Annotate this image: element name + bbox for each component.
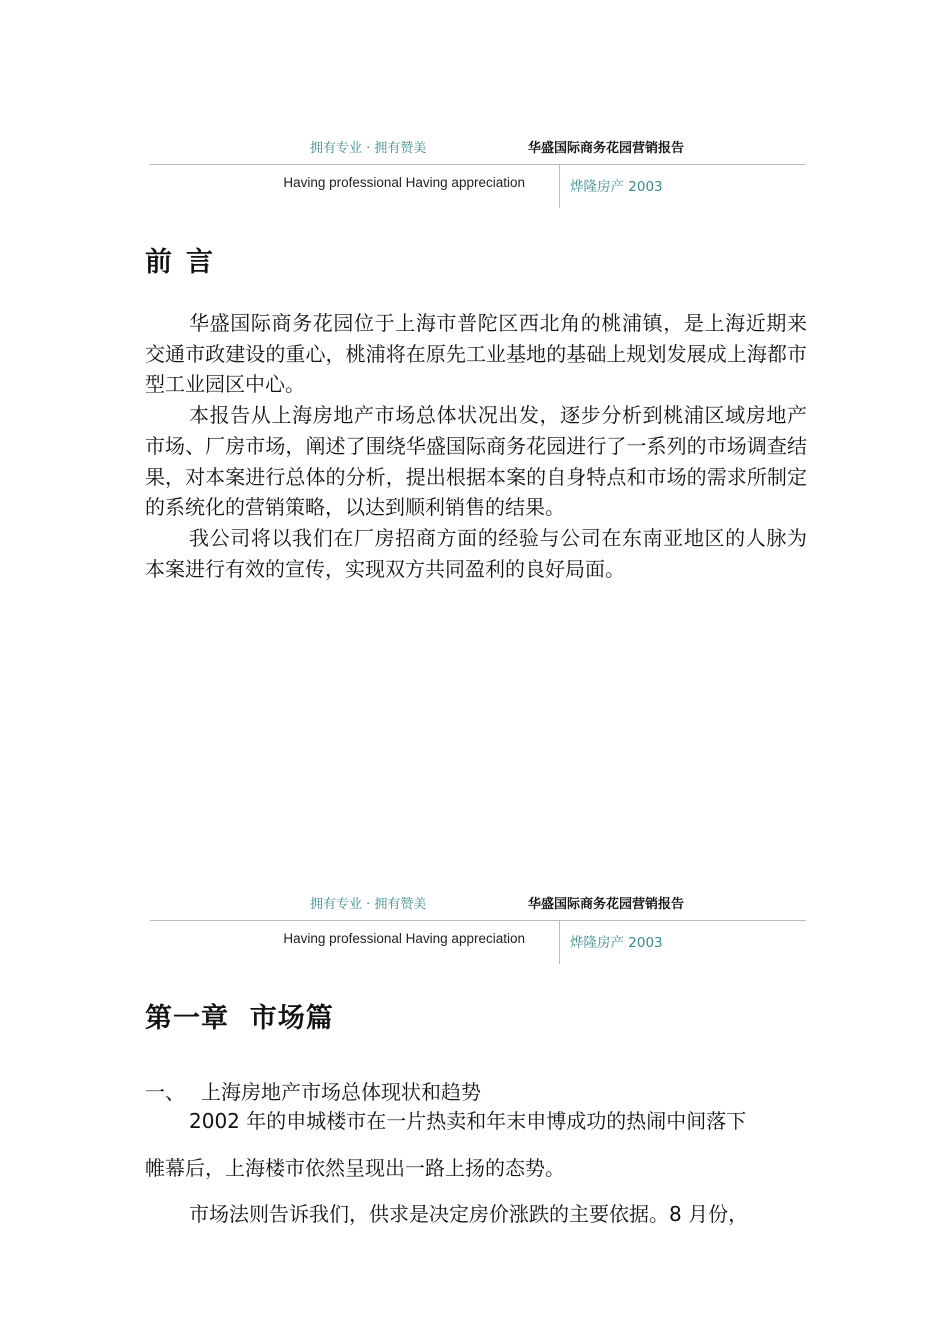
preface-paragraph-3: 我公司将以我们在厂房招商方面的经验与公司在东南亚地区的人脉为本案进行有效的宣传，实现双方共同盈利的良好局面。: [145, 525, 807, 581]
page-header-2: [150, 893, 806, 973]
section-number: 一、: [145, 1080, 185, 1104]
preface-paragraph-2: 本报告从上海房地产市场总体状况出发，逐步分析到桃浦区域房地产市场、厂房市场，阐述了围绕华盛国际商务花园进行了一系列的市场调查结果，对本案进行总体的分析，提出根据本案的自身特点和市场的需求所制定的系统化的营销策略，以达到顺利销售的结果。: [145, 403, 807, 520]
header-divider-vertical: [559, 920, 560, 964]
header-divider-vertical: [559, 164, 560, 208]
header-report-title: 华盛国际商务花园营销报告: [528, 897, 685, 912]
preface-body: [145, 308, 807, 584]
page-header-1: [150, 137, 806, 217]
preface-heading: 前言: [145, 247, 227, 278]
header-slogan: 拥有专业 · 拥有赞美: [310, 141, 427, 156]
header-slogan: 拥有专业 · 拥有赞美: [310, 897, 427, 912]
header-english-slogan: Having professional Having appreciation: [283, 175, 525, 190]
header-report-title: 华盛国际商务花园营销报告: [528, 141, 685, 156]
header-divider-horizontal: [150, 164, 806, 165]
section-heading: [145, 1076, 481, 1105]
header-company: 烨隆房产 2003: [570, 935, 663, 951]
header-divider-horizontal: [150, 920, 806, 921]
section-title: 上海房地产市场总体现状和趋势: [201, 1080, 481, 1104]
preface-paragraph-1: 华盛国际商务花园位于上海市普陀区西北角的桃浦镇，是上海近期来交通市政建设的重心，桃浦将在原先工业基地的基础上规划发展成上海都市型工业园区中心。: [145, 311, 807, 397]
body-line-1: 2002 年的申城楼市在一片热卖和年末申博成功的热闹中间落下: [189, 1109, 747, 1133]
header-company: 烨隆房产 2003: [570, 179, 663, 195]
body-line-3: 市场法则告诉我们，供求是决定房价涨跌的主要依据。8 月份，: [189, 1202, 749, 1226]
chapter-heading: 第一章 市场篇: [145, 1003, 334, 1034]
body-line-2: 帷幕后，上海楼市依然呈现出一路上扬的态势。: [145, 1156, 565, 1180]
header-english-slogan: Having professional Having appreciation: [283, 931, 525, 946]
